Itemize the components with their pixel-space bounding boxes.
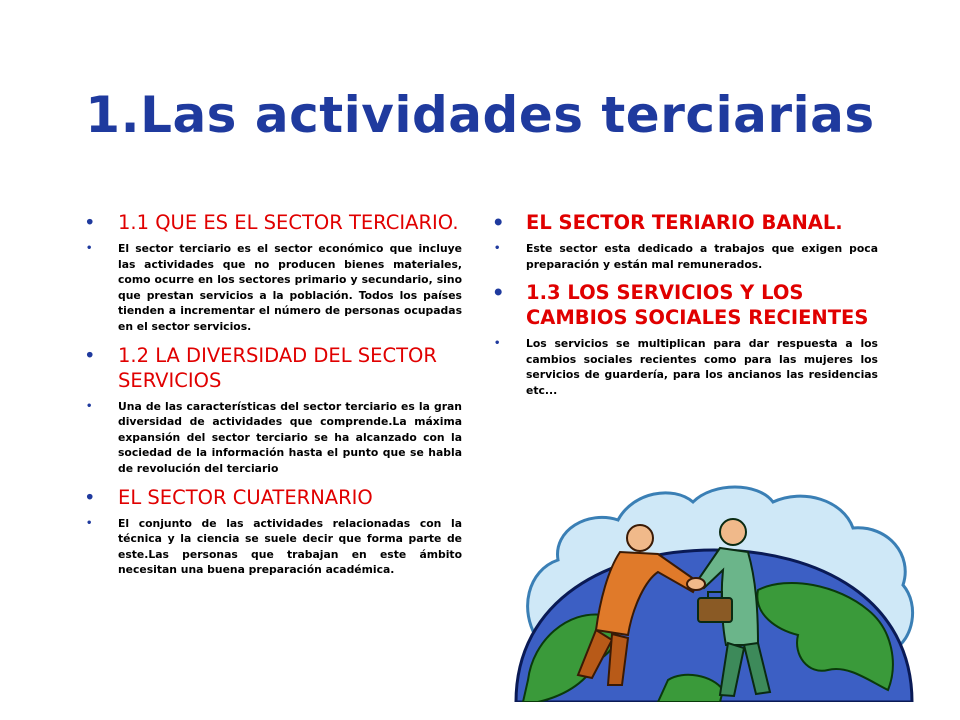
paragraph-text: El conjunto de las actividades relacionadas con la técnica y la ciencia se suele decir que forma parte de este.Las personas que trabajan en este ámbito necesitan una buena preparación académica.: [118, 516, 462, 577]
heading-text: 1.2 LA DIVERSIDAD DEL SECTOR SERVICIOS: [118, 343, 437, 392]
heading-cambios-sociales: [492, 280, 878, 330]
right-column: [492, 210, 878, 407]
paragraph-text: Este sector esta dedicado a trabajos que exigen poca preparación y están mal remunerados.: [526, 242, 878, 271]
bullet-icon: •: [86, 517, 93, 529]
bullet-icon: •: [86, 400, 93, 412]
paragraph-text: Una de las características del sector terciario es la gran diversidad de actividades que comprende.La máxima expansión del sector terciario se ha alcanzado con la sociedad de la información hasta el punto que se habla de revolución del terciario: [118, 399, 462, 475]
bullet-icon: •: [86, 243, 93, 254]
paragraph-sector-terciario: [84, 241, 462, 335]
right-bullet-list: [492, 210, 878, 399]
bullet-icon: •: [492, 211, 505, 234]
handshake-on-globe-icon: [508, 480, 920, 702]
heading-sector-terciario: [84, 210, 462, 235]
heading-text: 1.3 LOS SERVICIOS Y LOS CAMBIOS SOCIALES RECIENTES: [526, 281, 869, 330]
heading-text: EL SECTOR CUATERNARIO: [118, 485, 373, 509]
heading-terciario-banal: [492, 210, 878, 235]
bullet-icon: •: [84, 211, 96, 234]
paragraph-cuaternario: [84, 516, 462, 578]
paragraph-cambios-sociales: [492, 336, 878, 398]
paragraph-text: Los servicios se multiplican para dar respuesta a los cambios sociales recientes como para las mujeres los servicios de guardería, para los ancianos las residencias etc...: [526, 337, 878, 397]
paragraph-diversidad: [84, 399, 462, 477]
bullet-icon: •: [84, 343, 96, 367]
bullet-icon: •: [492, 281, 505, 305]
bullet-icon: •: [494, 338, 501, 350]
heading-text: EL SECTOR TERIARIO BANAL.: [526, 211, 843, 234]
heading-diversidad: [84, 343, 462, 393]
bullet-icon: •: [494, 243, 501, 254]
paragraph-text: El sector terciario es el sector económico que incluye las actividades que no producen bienes materiales, como ocurre en los sectores primario y secundario, sino que prestan servicios a la población. Todos los países tienden a incrementar el número de personas ocupadas en el sector servicios.: [118, 242, 462, 333]
slide-title: 1.Las actividades terciarias: [85, 86, 875, 144]
bullet-icon: •: [84, 485, 96, 509]
handshake-hands: [687, 578, 705, 590]
left-column: [84, 210, 462, 586]
heading-cuaternario: [84, 485, 462, 510]
heading-text: 1.1 QUE ES EL SECTOR TERCIARIO.: [118, 211, 459, 234]
left-bullet-list: [84, 210, 462, 578]
paragraph-terciario-banal: [492, 241, 878, 272]
